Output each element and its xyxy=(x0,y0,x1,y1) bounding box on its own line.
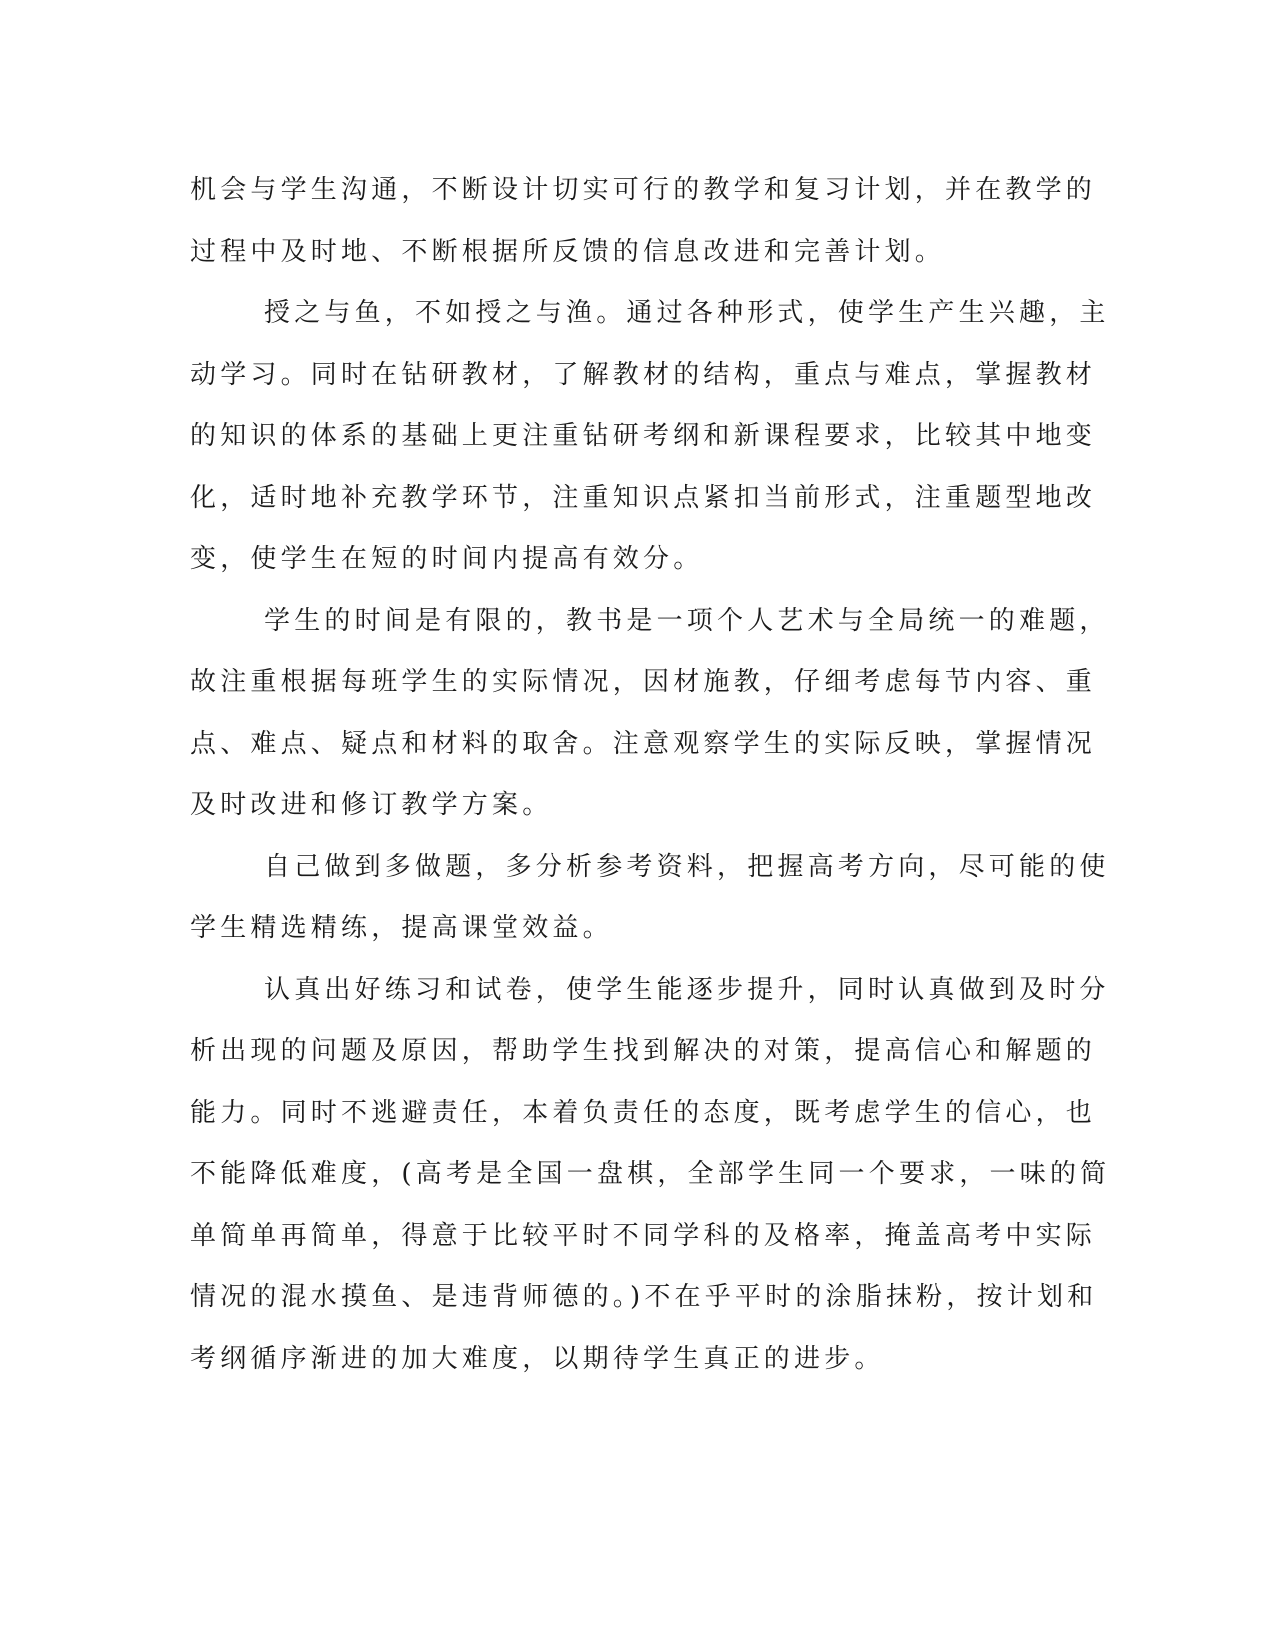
text-line: 能力。同时不逃避责任，本着负责任的态度，既考虑学生的信心，也 xyxy=(190,1097,1097,1128)
text-line: 变，使学生在短的时间内提高有效分。 xyxy=(190,544,704,574)
text-line: 点、难点、疑点和材料的取舍。注意观察学生的实际反映，掌握情况 xyxy=(190,728,1097,759)
paragraph-first-line: 授之与鱼，不如授之与渔。通过各种形式，使学生产生兴趣，主 xyxy=(264,298,1110,328)
document-body xyxy=(190,160,1111,1390)
text-line: 析出现的问题及原因，帮助学生找到解决的对策，提高信心和解题的 xyxy=(190,1036,1097,1066)
text-line: 的知识的体系的基础上更注重钻研考纲和新课程要求，比较其中地变 xyxy=(190,421,1097,451)
text-line: 机会与学生沟通，不断设计切实可行的教学和复习计划，并在教学的 xyxy=(190,175,1097,205)
text-line: 学生精选精练，提高课堂效益。 xyxy=(190,913,613,943)
text-line: 过程中及时地、不断根据所反馈的信息改进和完善计划。 xyxy=(190,236,946,267)
text-line: 及时改进和修订教学方案。 xyxy=(190,790,553,820)
paragraph-first-line: 认真出好练习和试卷，使学生能逐步提升，同时认真做到及时分 xyxy=(264,974,1110,1005)
text-line: 情况的混水摸鱼、是违背师德的。)不在乎平时的涂脂抹粉，按计划和 xyxy=(190,1282,1098,1312)
text-line: 动学习。同时在钻研教材，了解教材的结构，重点与难点，掌握教材 xyxy=(190,359,1097,390)
text-line: 单简单再简单，得意于比较平时不同学科的及格率，掩盖高考中实际 xyxy=(190,1220,1097,1251)
text-line: 故注重根据每班学生的实际情况，因材施教，仔细考虑每节内容、重 xyxy=(190,667,1097,697)
text-line: 考纲循序渐进的加大难度，以期待学生真正的进步。 xyxy=(190,1343,885,1374)
text-line: 不能降低难度，(高考是全国一盘棋，全部学生同一个要求，一味的简 xyxy=(190,1159,1111,1189)
paragraph-first-line: 学生的时间是有限的，教书是一项个人艺术与全局统一的难题， xyxy=(264,605,1110,636)
paragraph-first-line: 自己做到多做题，多分析参考资料，把握高考方向，尽可能的使 xyxy=(264,851,1110,882)
text-line: 化，适时地补充教学环节，注重知识点紧扣当前形式，注重题型地改 xyxy=(190,482,1097,513)
